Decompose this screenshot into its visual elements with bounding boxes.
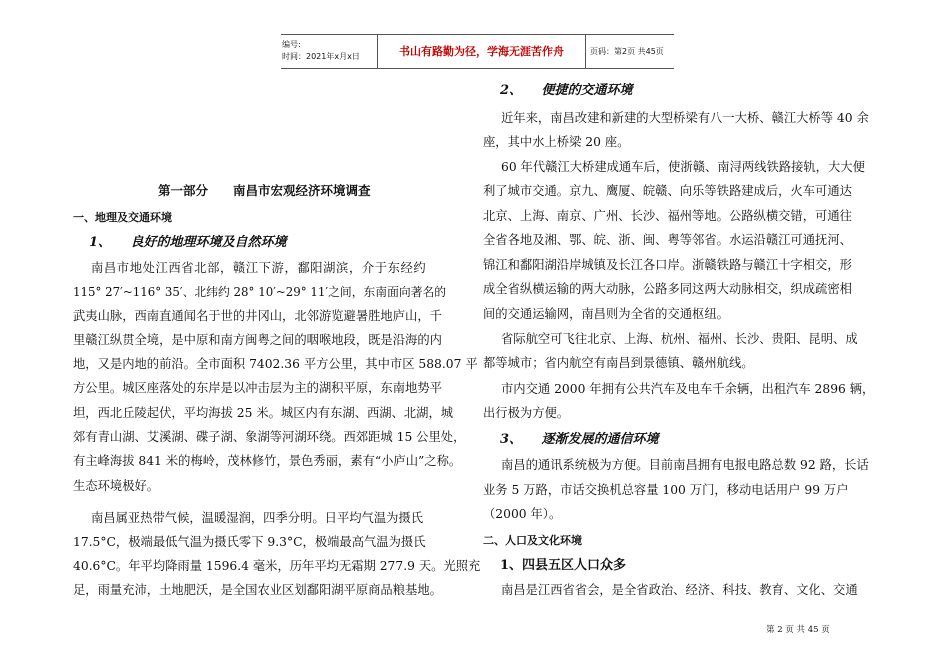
- time-label: 时间：2021年x月x日: [282, 52, 360, 61]
- text-line: 南昌是江西省省会，是全省政治、经济、科技、教育、文化、交通: [501, 583, 858, 597]
- text-line: 生态环境极好。: [73, 479, 160, 493]
- text-line: 近年来，南昌改建和新建的大型桥梁有八一大桥、赣江大桥等 40 余: [501, 111, 869, 125]
- text-line: 成全省纵横运输的两大动脉，公路多同这两大动脉相交，织成疏密相: [483, 282, 852, 296]
- subheading-4: 1、四县五区人口众多: [500, 558, 627, 573]
- text-line: 锦江和鄱阳湖沿岸城镇及长江各口岸。浙赣铁路与赣江十字相交，形: [483, 258, 852, 272]
- text-line: 里赣江纵贯全境，是中原和南方闽粤之间的咽喉地段，既是沿海的内: [73, 333, 442, 347]
- page-footer: 第 2 页 共 45 页: [766, 625, 830, 635]
- text-line: 武夷山脉，西南直通闻名于世的井冈山，北邻游览避暑胜地庐山，千: [73, 309, 442, 323]
- text-line: 郊有青山湖、艾溪湖、碟子湖、象湖等河湖环绕。西郊距城 15 公里处，: [73, 430, 466, 444]
- text-line: 都等城市；省内航空有南昌到景德镇、赣州航线。: [483, 356, 754, 370]
- text-line: 业务 5 万路，市话交换机总容量 100 万门，移动电话用户 99 万户: [483, 483, 849, 497]
- text-line: 60 年代赣江大桥建成通车后，使浙赣、南浔两线铁路接轨，大大便: [501, 160, 865, 174]
- number-label: 编号:: [282, 40, 301, 49]
- header-left: [281, 35, 377, 68]
- text-line: 40.6°C。年平均降雨量 1596.4 毫米，历年平均无霜期 277.9 天。光照充: [73, 559, 481, 573]
- text-line: 省际航空可飞往北京、上海、杭州、福州、长沙、贵阳、昆明、成: [501, 332, 858, 346]
- subheading-3: 3、 逐渐发展的通信环境: [500, 432, 659, 447]
- subheading-2: 2、 便捷的交通环境: [500, 83, 633, 98]
- section-heading-1: 一、地理及交通环境: [73, 211, 172, 224]
- text-line: 地，又是内地的前沿。全市面积 7402.36 平方公里，其中市区 588.07 平: [73, 357, 478, 371]
- subheading-1: 1、 良好的地理环境及自然环境: [89, 235, 287, 250]
- part-title: 第一部分 南昌市宏观经济环境调查: [158, 183, 371, 198]
- text-line: 坦，西北丘陵起伏，平均海拔 25 米。城区内有东湖、西湖、北湖，城: [73, 406, 454, 420]
- text-line: 南昌的通讯系统极为方便。目前南昌拥有电报电路总数 92 路，长话: [501, 458, 869, 472]
- text-line: 115° 27′~116° 35′、北纬约 28° 10′~29° 11′之间，东南面向著名的: [73, 285, 447, 299]
- text-line: 利了城市交通。京九、鹰厦、皖赣、向乐等铁路建成后，火车可通达: [483, 184, 852, 198]
- text-line: 全省各地及湘、鄂、皖、浙、闽、粤等邻省。水运沿赣江可通抚河、: [483, 233, 852, 247]
- page-header: [281, 34, 674, 69]
- page-info: 页码：第2页 共45页: [590, 47, 664, 56]
- text-line: （2000 年）。: [483, 507, 562, 521]
- text-line: 有主峰海拔 841 米的梅岭，茂林修竹，景色秀丽，素有“小庐山”之称。: [73, 454, 462, 468]
- text-line: 市内交通 2000 年拥有公共汽车及电车千余辆，出租汽车 2896 辆，: [501, 382, 875, 396]
- text-line: 间的交通运输网，南昌则为全省的交通枢纽。: [483, 307, 729, 321]
- text-line: 方公里。城区座落处的东岸是以冲击层为主的湖积平原，东南地势平: [73, 381, 442, 395]
- text-line: 出行极为方便。: [483, 406, 570, 420]
- text-line: 北京、上海、南京、广州、长沙、福州等地。公路纵横交错，可通往: [483, 209, 852, 223]
- text-line: 南昌属亚热带气候，温暖湿润，四季分明。日平均气温为摄氏: [91, 511, 424, 525]
- text-line: 足，雨量充沛，土地肥沃，是全国农业区划鄱阳湖平原商品粮基地。: [73, 583, 442, 597]
- section-heading-2: 二、人口及文化环境: [483, 534, 582, 547]
- motto: 书山有路勤为径，学海无涯苦作舟: [377, 35, 586, 68]
- text-line: 17.5°C，极端最低气温为摄氏零下 9.3°C，极端最高气温为摄氏: [73, 535, 426, 549]
- text-line: 南昌市地处江西省北部，赣江下游，鄱阳湖滨，介于东经约: [91, 261, 427, 275]
- text-line: 座，其中水上桥梁 20 座。: [483, 135, 630, 149]
